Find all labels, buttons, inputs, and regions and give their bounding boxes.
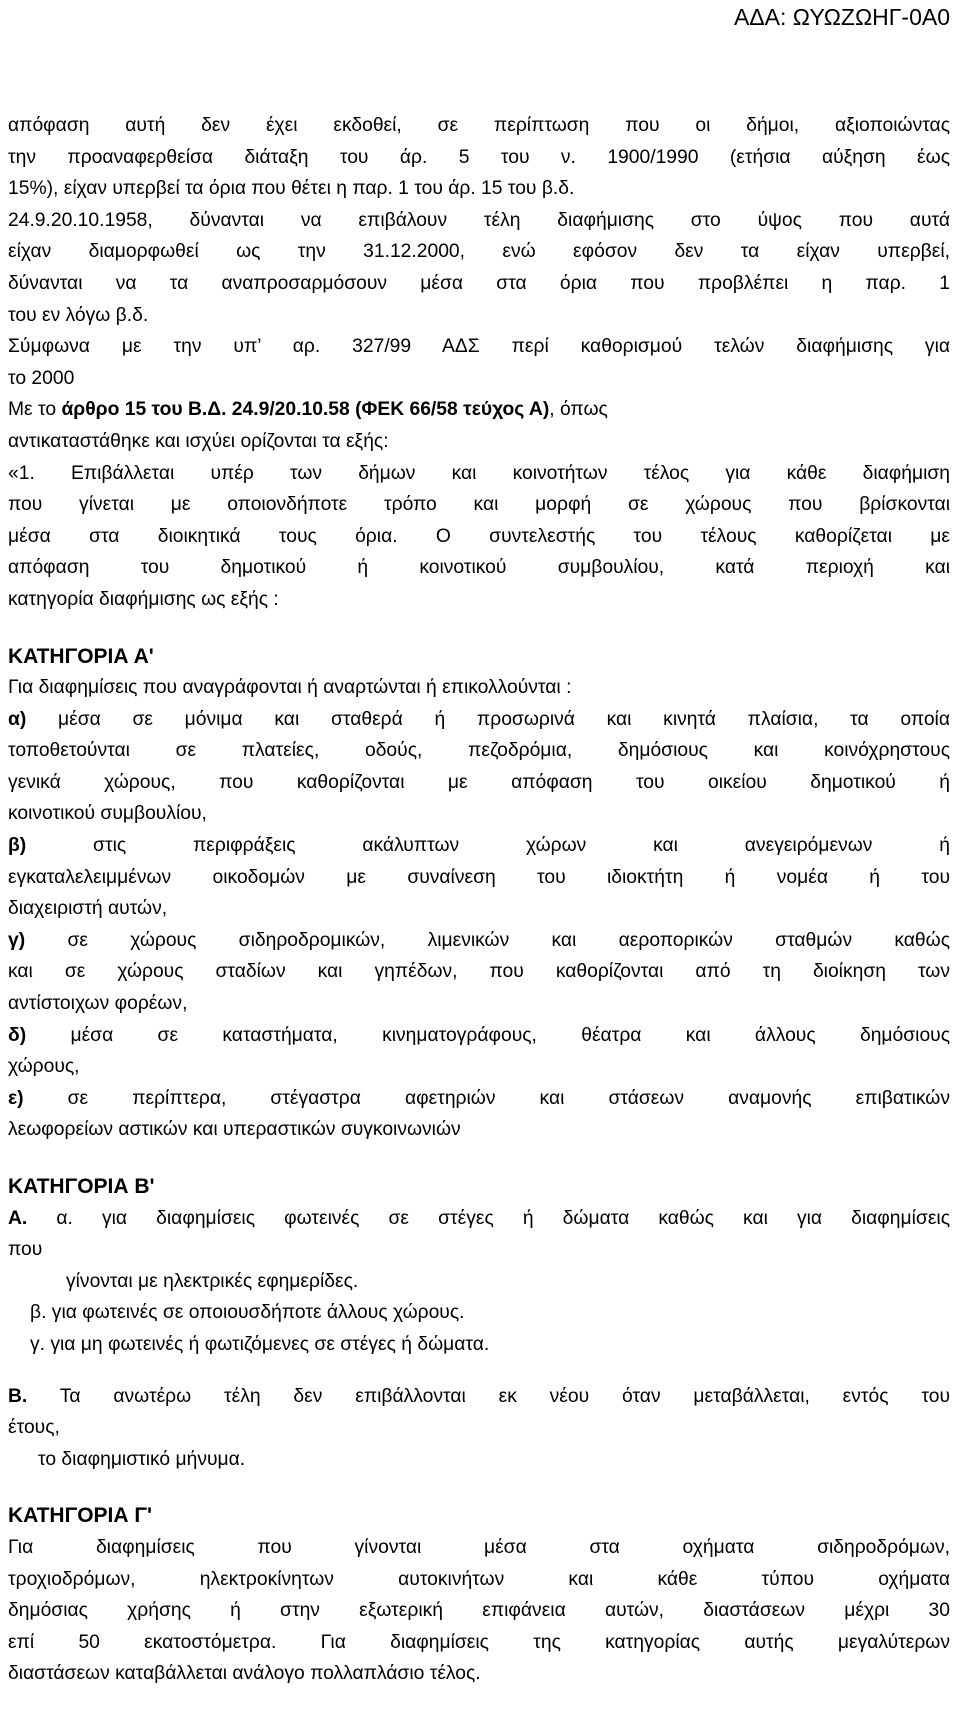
ada-header: ΑΔΑ: ΩΥΩΖΩΗΓ-0Α0	[733, 4, 950, 30]
text-line: που γίνεται με οποιονδήποτε τρόπο και μορφή σε χώρους που βρίσκονται	[8, 494, 950, 516]
text-run: μέσα σε καταστήματα, κινηματογράφους, θέατρα και άλλους δημόσιους	[70, 1024, 950, 1046]
text-run: Με το	[8, 399, 62, 421]
text-run: α. για διαφημίσεις φωτεινές σε στέγες ή δώματα καθώς και για διαφημίσεις	[27, 1207, 950, 1229]
text-line: κοινοτικού συμβουλίου,	[8, 803, 207, 825]
item-label: β)	[8, 835, 27, 857]
paragraph-ads-decision	[8, 331, 950, 394]
category-a-intro: Για διαφημίσεις που αναγράφονται ή αναρτώνται ή επικολλούνται :	[8, 677, 572, 699]
text-line: του εν λόγω β.δ.	[8, 304, 149, 326]
item-label: δ)	[8, 1024, 27, 1046]
text-line: την προαναφερθείσα διάταξη του άρ. 5 του ν. 1900/1990 (ετήσια αύξηση έως	[8, 146, 950, 168]
item-label: Β.	[8, 1385, 28, 1407]
text-line: Σύμφωνα με την υπ’ αρ. 327/99 ΑΔΣ περί καθορισμού τελών διαφήμισης για	[8, 336, 950, 358]
text-line: χώρους,	[8, 1056, 80, 1078]
text-line: γίνονται με ηλεκτρικές εφημερίδες.	[66, 1270, 359, 1292]
paragraph-fee-imposition	[8, 458, 950, 616]
text-line: απόφαση του δημοτικού ή κοινοτικού συμβουλίου, κατά περιοχή και	[8, 557, 950, 579]
text-line: γ. για μη φωτεινές ή φωτιζόμενες σε στέγες ή δώματα.	[30, 1333, 490, 1355]
category-c	[8, 1500, 950, 1690]
item-label: α)	[8, 708, 27, 730]
document-body	[8, 110, 950, 1690]
text-line: «1. Επιβάλλεται υπέρ των δήμων και κοινοτήτων τέλος για κάθε διαφήμιση	[8, 462, 950, 484]
text-line: διαχειριστή αυτών,	[8, 898, 168, 920]
text-run: σε περίπτερα, στέγαστρα αφετηριών και στάσεων αναμονής επιβατικών	[67, 1087, 950, 1109]
text-line: και σε χώρους σταδίων και γηπέδων, που καθορίζονται από τη διοίκηση των	[8, 961, 950, 983]
item-label: Α.	[8, 1207, 28, 1229]
text-line	[8, 1381, 950, 1413]
text-run: στις περιφράξεις ακάλυπτων χώρων και ανεγειρόμενων ή	[93, 835, 950, 857]
text-line	[8, 1083, 950, 1115]
text-line: απόφαση αυτή δεν έχει εκδοθεί, σε περίπτωση που οι δήμοι, αξιοποιώντας	[8, 115, 950, 136]
paragraph-article-15	[8, 394, 950, 457]
item-label: ε)	[8, 1087, 24, 1109]
text-line: μέσα στα διοικητικά τους όρια. Ο συντελεστής του τέλους καθορίζεται με	[8, 525, 950, 547]
text-line	[8, 1203, 950, 1235]
category-a-heading: ΚΑΤΗΓΟΡΙΑ Α'	[8, 644, 154, 668]
text-line: τροχιοδρόμων, ηλεκτροκίνητων αυτοκινήτων και κάθε τύπου οχήματα	[8, 1568, 950, 1590]
text-line: 24.9.20.10.1958, δύνανται να επιβάλουν τέλη διαφήμισης στο ύψος που αυτά	[8, 209, 950, 231]
text-line: εγκαταλελειμμένων οικοδομών με συναίνεση του ιδιοκτήτη ή νομέα ή του	[8, 866, 950, 888]
text-line: δημόσιας χρήσης ή στην εξωτερική επιφάνεια αυτών, διαστάσεων μέχρι 30	[8, 1600, 950, 1622]
text-line: Για διαφημίσεις που γίνονται μέσα στα οχήματα σιδηροδρόμων,	[8, 1536, 950, 1558]
text-line: επί 50 εκατοστόμετρα. Για διαφημίσεις της κατηγορίας αυτής μεγαλύτερων	[8, 1631, 950, 1653]
text-line: διαστάσεων καταβάλλεται ανάλογο πολλαπλάσιο τέλος.	[8, 1663, 481, 1685]
text-line: τοποθετούνται σε πλατείες, οδούς, πεζοδρόμια, δημόσιους και κοινόχρηστους	[8, 740, 950, 762]
category-b	[8, 1171, 950, 1475]
text-line: που	[8, 1239, 43, 1261]
text-line: β. για φωτεινές σε οποιουσδήποτε άλλους χώρους.	[30, 1302, 465, 1324]
text-line	[8, 925, 950, 957]
text-run: , όπως	[549, 399, 608, 421]
text-line: αντίστοιχων φορέων,	[8, 993, 188, 1015]
text-line: δύνανται να τα αναπροσαρμόσουν μέσα στα όρια που προβλέπει η παρ. 1	[8, 272, 950, 294]
text-run: μέσα σε μόνιμα και σταθερά ή προσωρινά και κινητά πλαίσια, τα οποία	[58, 708, 950, 730]
text-line: έτους,	[8, 1417, 60, 1439]
paragraph-decision	[8, 110, 950, 331]
text-line	[8, 830, 950, 862]
text-line: 15%), είχαν υπερβεί τα όρια που θέτει η παρ. 1 του άρ. 15 του β.δ.	[8, 178, 575, 200]
text-line	[8, 394, 950, 426]
category-b-heading: ΚΑΤΗΓΟΡΙΑ Β'	[8, 1175, 155, 1198]
text-line: το διαφημιστικό μήνυμα.	[38, 1448, 246, 1470]
text-line: αντικαταστάθηκε και ισχύει ορίζονται τα εξής:	[8, 430, 389, 452]
text-line	[8, 704, 950, 736]
text-line: λεωφορείων αστικών και υπεραστικών συγκοινωνιών	[8, 1119, 461, 1141]
category-c-heading: ΚΑΤΗΓΟΡΙΑ Γ'	[8, 1504, 152, 1528]
text-line	[8, 1020, 950, 1052]
text-line: κατηγορία διαφήμισης ως εξής :	[8, 588, 279, 610]
text-run: σε χώρους σιδηροδρομικών, λιμενικών και αεροπορικών σταθμών καθώς	[67, 929, 950, 951]
item-label: γ)	[8, 929, 26, 951]
article-reference: άρθρο 15 του Β.Δ. 24.9/20.10.58 (ΦΕΚ 66/58 τεύχος Α)	[61, 399, 550, 421]
text-line: το 2000	[8, 367, 75, 389]
category-a	[8, 641, 950, 1147]
text-run: Τα ανωτέρω τέλη δεν επιβάλλονται εκ νέου όταν μεταβάλλεται, εντός του	[27, 1385, 950, 1407]
text-line: γενικά χώρους, που καθορίζονται με απόφαση του οικείου δημοτικού ή	[8, 771, 950, 793]
text-line: είχαν διαμορφωθεί ως την 31.12.2000, ενώ εφόσον δεν τα είχαν υπερβεί,	[8, 241, 950, 263]
